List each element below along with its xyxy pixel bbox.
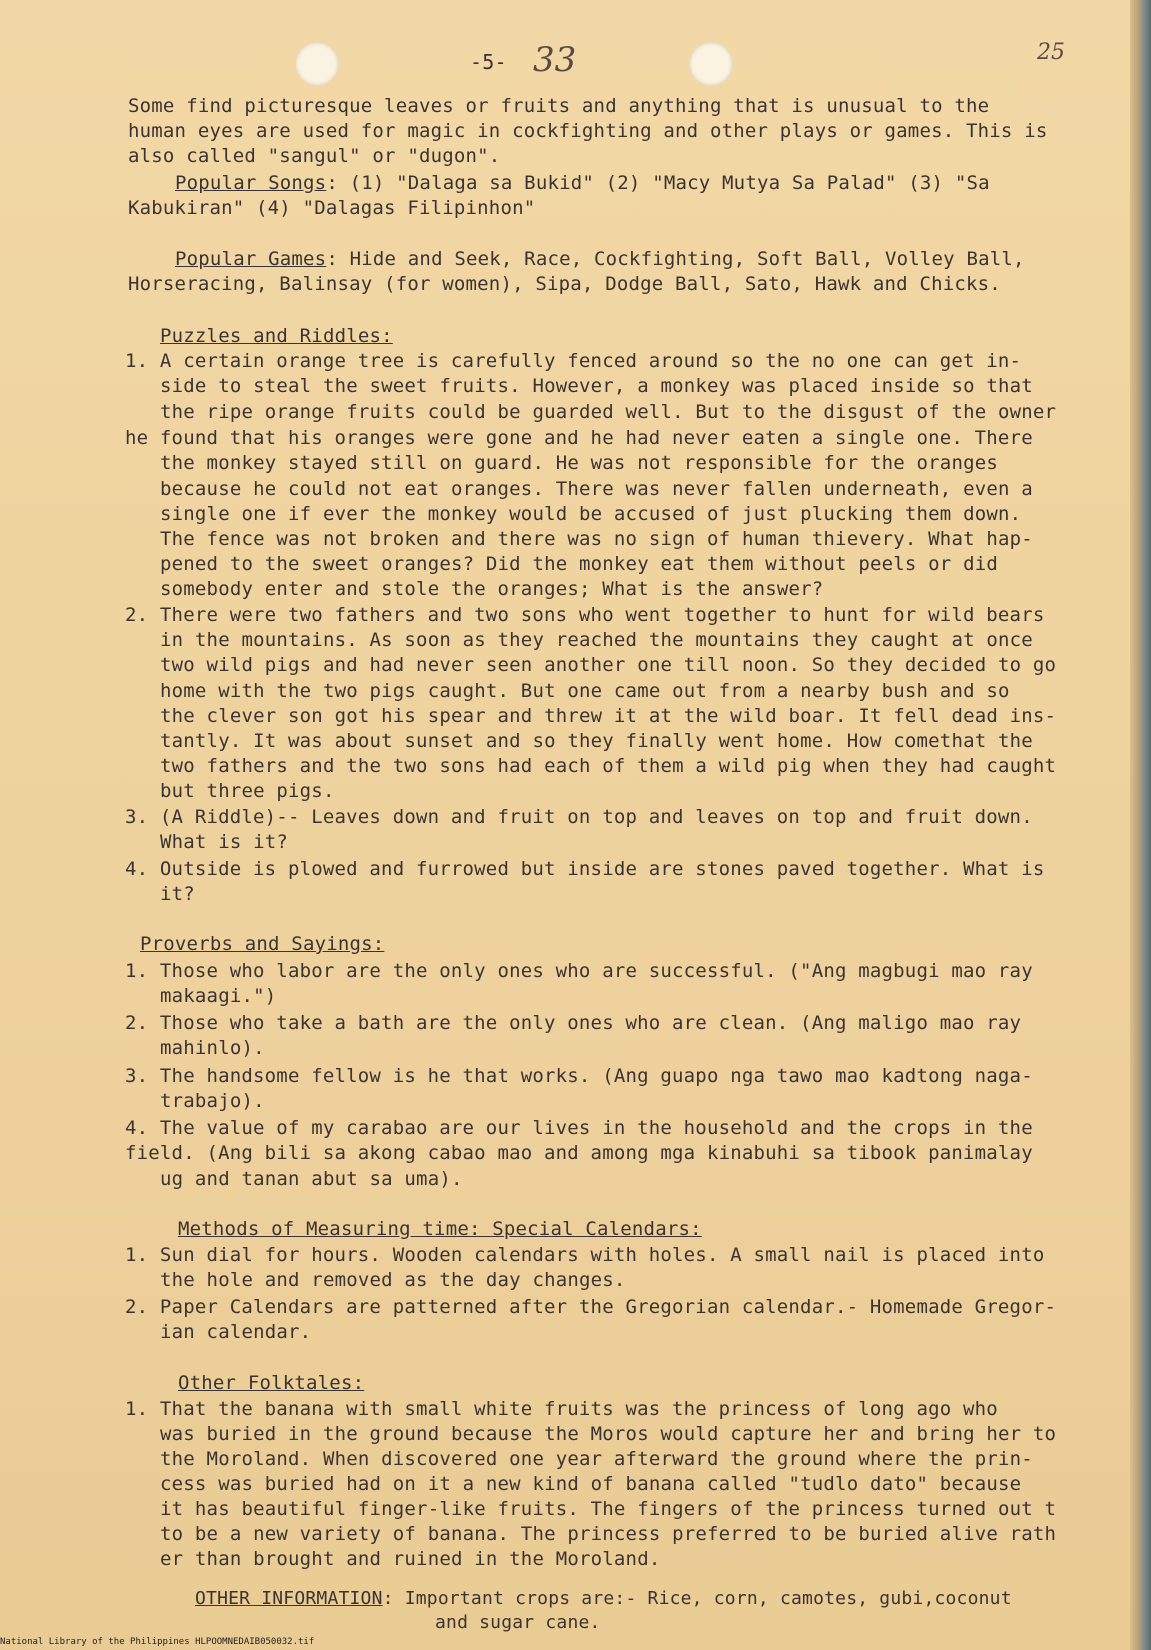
- text-line: the hole and removed as the day changes.: [160, 1269, 626, 1291]
- text-line: in the mountains. As soon as they reached the mountains they caught at once: [160, 629, 1033, 651]
- punch-hole-left: [295, 42, 339, 86]
- text-line: tantly. It was about sunset and so they finally went home. How comethat the: [160, 730, 1033, 752]
- puzzles-heading: Puzzles and Riddles:: [160, 325, 393, 347]
- text-line: somebody enter and stole the oranges; What is the answer?: [160, 578, 824, 600]
- text-line: human eyes are used for magic in cockfighting and other plays or games. This is: [128, 120, 1048, 142]
- page-edge: [1130, 0, 1151, 1650]
- proverbs-heading: Proverbs and Sayings:: [140, 933, 385, 955]
- text-line: two wild pigs and had never seen another one till noon. So they decided to go: [160, 654, 1057, 676]
- text-line: side to steal the sweet fruits. However, a monkey was placed inside so that: [160, 375, 1033, 397]
- library-footer-stamp: National Library of the Philippines HLPOOMNEDAIB050032.tif: [0, 1637, 315, 1647]
- text-line: was buried in the ground because the Moros would capture her and bring her to: [160, 1423, 1057, 1445]
- text-line: the ripe orange fruits could be guarded well. But to the disgust of the owner: [160, 401, 1057, 423]
- text-line: home with the two pigs caught. But one came out from a nearby bush and so: [160, 680, 1010, 702]
- folktales-heading: Other Folktales:: [178, 1372, 365, 1394]
- punch-hole-right: [689, 42, 733, 86]
- text-line: single one if ever the monkey would be accused of just plucking them down.: [160, 503, 1022, 525]
- text-line: because he could not eat oranges. There was never fallen underneath, even a: [160, 478, 1033, 500]
- text-line: 3. (A Riddle)-- Leaves down and fruit on top and leaves on top and fruit down.: [125, 806, 1033, 828]
- text-line: 2. There were two fathers and two sons who went together to hunt for wild bears: [125, 604, 1045, 626]
- popular-games-label: Popular Games: [175, 248, 327, 270]
- text-line: The fence was not broken and there was no sign of human thievery. What hap-: [160, 528, 1033, 550]
- text-line: mahinlo).: [160, 1037, 265, 1059]
- page-marker: -5-: [470, 50, 507, 74]
- text-line: Kabukiran" (4) "Dalagas Filipinhon": [128, 197, 536, 219]
- text-line: it?: [160, 883, 195, 905]
- text-line: to be a new variety of banana. The princess preferred to be buried alive rath: [160, 1523, 1057, 1545]
- text-line: : Important crops are:- Rice, corn, camotes, gubi,coconut: [382, 1588, 1012, 1609]
- text-line: makaagi."): [160, 985, 277, 1007]
- other-information-label: OTHER INFORMATION: [195, 1588, 383, 1609]
- text-line: 4. Outside is plowed and furrowed but inside are stones paved together. What is: [125, 858, 1045, 880]
- text-line: Some find picturesque leaves or fruits and anything that is unusual to the: [128, 95, 990, 117]
- text-line: ian calendar.: [160, 1321, 312, 1343]
- text-line: 1. A certain orange tree is carefully fenced around so the no one can get in-: [125, 350, 1022, 372]
- text-line: the monkey stayed still on guard. He was not responsible for the oranges: [160, 452, 999, 474]
- text-line: What is it?: [160, 831, 289, 853]
- text-line: but three pigs.: [160, 780, 335, 802]
- text-line: ug and tanan abut sa uma).: [160, 1168, 463, 1190]
- text-line: he found that his oranges were gone and he had never eaten a single one. There: [125, 427, 1033, 449]
- text-line: two fathers and the two sons had each of them a wild pig when they had caught: [160, 755, 1057, 777]
- text-line: er than brought and ruined in the Moroland.: [160, 1548, 661, 1570]
- text-line: : (1) "Dalaga sa Bukid" (2) "Macy Mutya Sa Palad" (3) "Sa: [326, 172, 990, 194]
- text-line: pened to the sweet oranges? Did the monkey eat them without peels or did: [160, 553, 999, 575]
- text-line: 2. Those who take a bath are the only ones who are clean. (Ang maligo mao ray: [125, 1012, 1022, 1034]
- text-line: 3. The handsome fellow is he that works. (Ang guapo nga tawo mao kadtong naga-: [125, 1065, 1033, 1087]
- popular-games-line: [175, 248, 1025, 270]
- text-line: and sugar cane.: [435, 1612, 601, 1633]
- text-line: 1. That the banana with small white fruits was the princess of long ago who: [125, 1398, 998, 1420]
- methods-heading: Methods of Measuring time: Special Calendars:: [178, 1218, 702, 1240]
- text-line: cess was buried had on it a new kind of banana called "tudlo dato" because: [160, 1473, 1022, 1495]
- text-line: : Hide and Seek, Race, Cockfighting, Soft Ball, Volley Ball,: [326, 248, 1025, 270]
- text-line: field. (Ang bili sa akong cabao mao and among mga kinabuhi sa tibook panimalay: [125, 1142, 1033, 1164]
- popular-songs-label: Popular Songs: [175, 172, 327, 194]
- text-line: 4. The value of my carabao are our lives in the household and the crops in the: [125, 1117, 1033, 1139]
- other-information-line: [195, 1588, 1012, 1609]
- text-line: it has beautiful finger-like fruits. The fingers of the princess turned out t: [160, 1498, 1057, 1520]
- text-line: also called "sangul" or "dugon".: [128, 145, 501, 167]
- text-line: the Moroland. When discovered one year afterward the ground where the prin-: [160, 1448, 1033, 1470]
- corner-page-number: 25: [1037, 40, 1065, 65]
- text-line: 1. Sun dial for hours. Wooden calendars with holes. A small nail is placed into: [125, 1244, 1045, 1266]
- text-line: 1. Those who labor are the only ones who are successful. ("Ang magbugi mao ray: [125, 960, 1033, 982]
- text-line: trabajo).: [160, 1090, 265, 1112]
- text-line: 2. Paper Calendars are patterned after the Gregorian calendar.- Homemade Gregor-: [125, 1296, 1057, 1318]
- popular-songs-line: [175, 172, 990, 194]
- text-line: the clever son got his spear and threw it at the wild boar. It fell dead ins-: [160, 705, 1057, 727]
- handwritten-page-number: 33: [533, 40, 577, 80]
- text-line: Horseracing, Balinsay (for women), Sipa, Dodge Ball, Sato, Hawk and Chicks.: [128, 273, 1001, 295]
